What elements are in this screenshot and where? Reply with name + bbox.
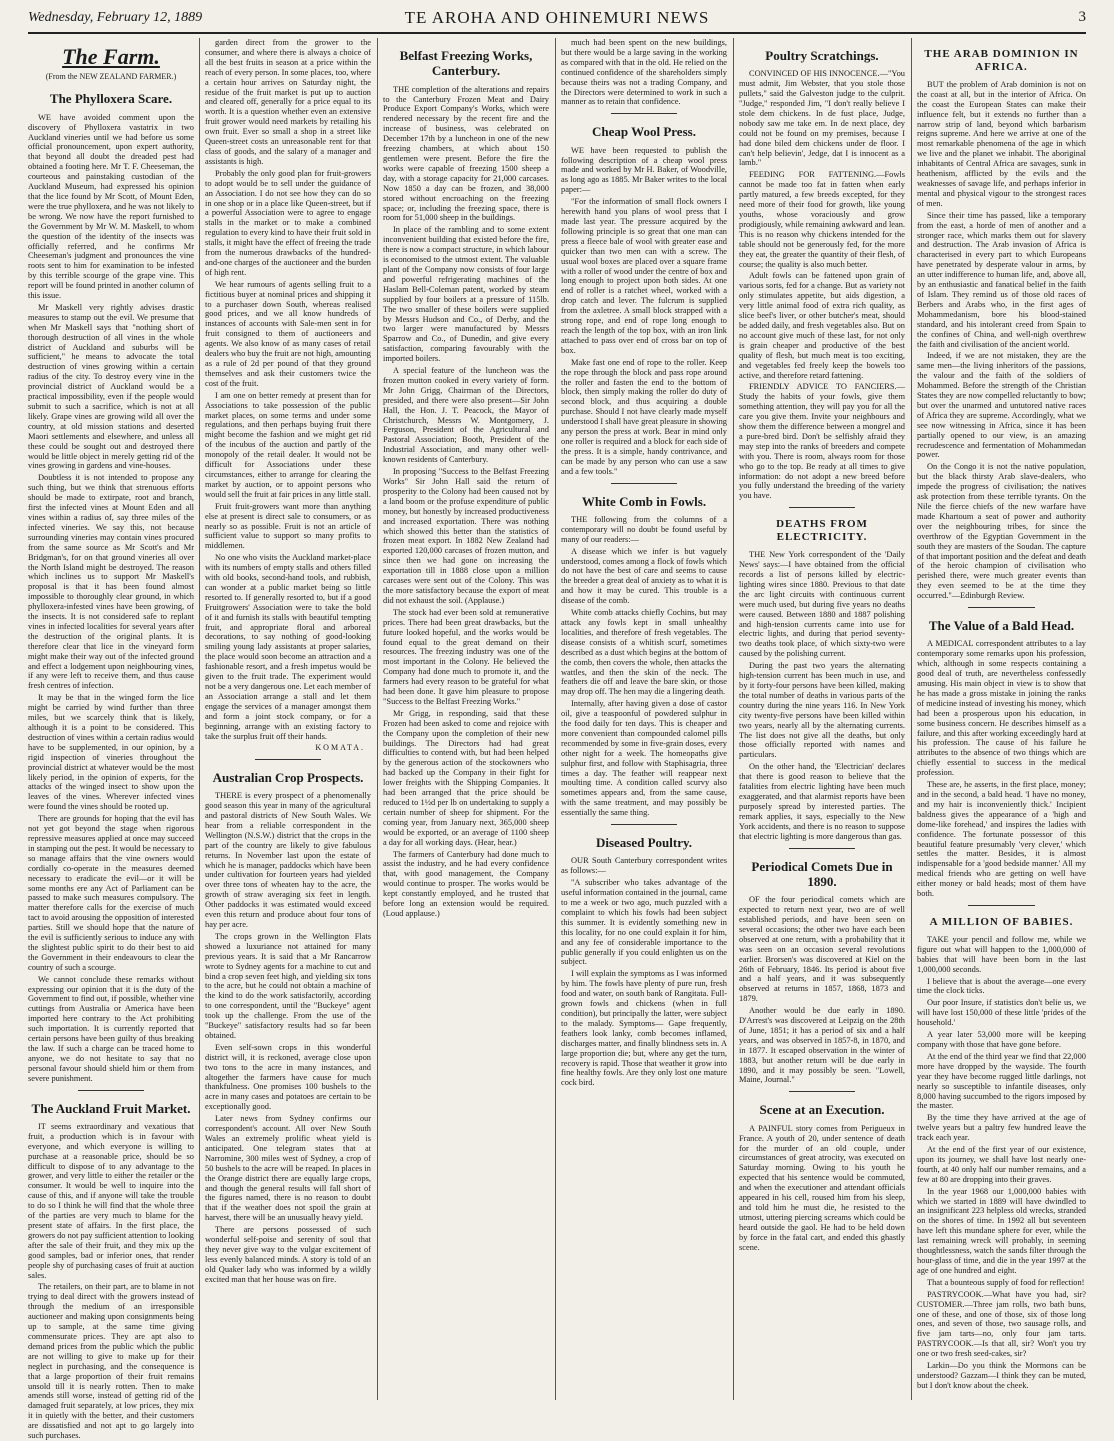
paragraph: The crops grown in the Wellington Flats showed a luxuriance not attained for many previous years. It is said that a Mr Rancarrow wrote to Sydney agents for a machine to cut and bind a crop seven feet high, and yielding six tons to the acre, but he could not obtain a machine of the kind to do the work satisfactorily, according to one correspondent, until the "Buckeye" agent took up the challenge. From the use of the "Buckeye" satisfactory results had so far been obtained.	[205, 931, 371, 1040]
page-number: 3	[1078, 9, 1086, 25]
paragraph: At the end of the first year of our existence, upon its journey, we shall have lost nearly one-fourth, at 40 only half our number remains, and a few at 80 are dropping into their graves.	[917, 1145, 1086, 1184]
paragraph: Mr Maskell very rightly advises drastic measures to stamp out the evil. We presume that when Mr Maskell says that "nothing short of thorough destruction of all vines in the whole district of Auckland and suburbs will be sufficient," he means to advocate the total destruction of vines growing within a certain radius of the city. To destroy every vine in the provincial district of Auckland would be a practical impossibility, even if the people would submit to such a sacrifice, which is not at all likely. Grape vines are growing wild all over the country, at old mission stations and deserted Maori settlements and elsewhere, and unless all these could be sought out and destroyed there would be little object in merely getting rid of the vines growing in gardens and vine-houses.	[28, 302, 194, 471]
article-title: A MILLION OF BABIES.	[929, 915, 1074, 928]
article-title: Belfast Freezing Works, Canterbury.	[399, 48, 533, 79]
paragraph: We cannot conclude these remarks without expressing our opinion that it is the duty of the Government to find out, if possible, whether vine cuttings from Australia or America have been imported here contrary to the Act prohibiting such importation. It is currently reported that certain persons have been guilty of thus breaking the law. If such a charge can be traced home to anyone, we do not hesitate to say that no personal favour should shield him or them from severe punishment.	[28, 974, 194, 1083]
paragraph: A year later 53,000 more will be keeping company with those that have gone before.	[917, 1030, 1086, 1049]
paragraph: During the past two years the alternating high-tension current has been much in use, and by it forty-four persons have been killed, making the total number of deaths in various parts of the country during the nine years 116. In New York city twenty-five persons have been killed within two years, nearly all by the alternating currents. The list does not give all the deaths, but only those officially reported with names and particulars.	[739, 661, 905, 760]
paragraph: In place of the rambling and to some extent inconvenient building that existed before the fire, there is now a compact structure, in which labour is economised to the utmost extent. The valuable plant of the Company now consists of four large and powerful refrigerating machines of the Haslam Bell-Coleman patent, worked by steam supplied by four boilers at a pressure of 115lb. The two smaller of these boilers were supplied by Messrs Hudson and Co., of Derby, and the two larger were manufactured by Messrs Sparrow and Co., of Dunedin, and give every satisfaction, comparing favourably with the imported boilers.	[383, 225, 549, 364]
paragraph: The retailers, on their part, are to blame in not trying to deal direct with the growers instead of through the medium of an irresponsible auctioneer and making upon consignments being up to sample, at the same time giving commensurate prices. They are apt also to demand prices from the public which the public are not willing to give to make up for their neglect in purchasing, and the consequence is that a large proportion of their fruit remains unsold till it is nearly rotten. Then to make amends still worse, instead of getting rid of the damaged fruit separately, at low prices, they mix it in quietly with the better, and their customers are dissatisfied and not apt to go largely into such purchases.	[28, 1282, 194, 1441]
divider	[611, 113, 677, 114]
paragraph: OUR South Canterbury correspondent writes as follows:—	[561, 856, 727, 876]
article-title: The Phylloxera Scare.	[49, 91, 173, 107]
paragraph: WE have avoided comment upon the discovery of Phylloxera vastatrix in two Auckland vineries until we had before us some official pronouncement, upon expert authority, that beyond all doubt the dreaded pest had obtained a footing here. Mr T. F. Cheeseman, the courteous and painstaking custodian of the Auckland Museum, had expressed his opinion that the lice found by Mr Scott, of Mount Eden, were the true phylloxera, and he was not likely to be wrong. We now have the report furnished to the Government by Mr W. M. Maskell, to whom the question of the identity of the insects was officially referred, and he confirms Mr Cheeseman's judgment and pronounces the vine roots sent to him for examination to be infested by this terrible scourge of the grape vine. This report will be found printed in another column of this issue.	[28, 112, 194, 301]
paragraph: Even self-sown crops in this wonderful district will, it is reckoned, average close upon two tons to the acre in many instances, and altogether the farmers have cause for much thankfulness. One promises 100 bushels to the acre in many cases and potatoes are certain to be exceptionally good.	[205, 1042, 371, 1112]
paragraph: THE following from the columns of a contemporary will no doubt be found useful by many of our readers:—	[561, 514, 727, 544]
article-title: Poultry Scratchings.	[765, 48, 879, 63]
paragraph: garden direct from the grower to the consumer, and where there is always a choice of all the best fruits in season at a price within the reach of every person. In some places, too, where a certain hour arrives on Saturday night, the residue of the fruit market is put up to auction and cleared off, generally for a price equal to its worth. It is a question whether even an extensive fruit grower would need markets by retailing his own fruit. Ever so small a shop in a street like Queen-street costs an unreasonable rent for that class of goods, and the salary of a manager and assistants is high.	[205, 38, 371, 166]
paragraph: Fruit fruit-growers want more than anything else at present is direct sale to consumers, or as nearly so as possible. Fruit is not an article of sufficient value to support so many profits to middlemen.	[205, 501, 371, 551]
divider	[968, 607, 1036, 608]
paragraph: I believe that is about the average—one every time the clock ticks.	[917, 976, 1086, 996]
column-1	[28, 38, 194, 1441]
paragraph: FEEDING FOR FATTENING.—Fowls cannot be made too fat in fatten when early partly matured, a few breeds excepted, for they need more of their food for growth, like young youths, whose voraciously and grow prodigiously, while remaining awkward and lean. This is no reason why chickens intended for the table should not be generously fed, for the more they eat, the greater the quantity of their flesh, of course; the quality is also much better.	[739, 170, 905, 269]
paragraph: No one who visits the Auckland market-place with its numbers of empty stalls and others filled with old books, second-hand tools, and rubbish, can wonder at a public market being so little resorted to. If generally resorted to, but if a good Fruitgrowers' Association were to take the bold of it and furnish its stalls with beautiful tempting fruit, and appropriate floral and arboreal decorations, to say nothing of good-looking smiling young lady assistants at proper salaries, the place would soon become an attraction and a fashionable resort, and a fresh impetus would be given to the fruit trade. The experiment would not be a very dangerous one. Let each member of an Association arrange a stall and let them engage the services of a manager amongst them and form a joint stock company, or for a beginning, arrange with an existing factory to take the surplus fruit off their hands.	[205, 553, 371, 741]
paragraph: Since their time has passed, like a temporary from the east, a horde of men of another and a stronger race, which marks them out for slavery and destruction. The Arab invasion of Africa is characterised in every part to which Europeans have penetrated by desperate valour in arms, by an utter indifference to human life, and, above all, by an enthusiastic and fanatical belief in the faith of Islam. They remind us of those old races of Berbers and Arabs who, in the first ages of Mohammedanism, bore his blood-stained standard, and his intolerant creed from Spain to the confines of China, and well-nigh overthrew the faith and civilisation of the ancient world.	[917, 210, 1086, 349]
paragraph: IT seems extraordinary and vexatious that fruit, a production which is in favour with everyone, and which everyone is willing to purchase at a reasonable price, should be so difficult to dispose of to any advantage to the grower, and very little to either the retailer or the consumer. It would be well to inquire into the cause of this, and if anyone will take the trouble to do so I think he will find that the whole three of the parties are very much to blame for the present state of affairs. In the first place, the growers do not pay sufficient attention to looking after the sale of their fruit, and they mix up the good samples, bad or inferior ones, that render people shy of purchasing cases of fruit at auction sales.	[28, 1121, 194, 1280]
section-title: The Farm.	[62, 44, 160, 69]
article-title: Periodical Comets Due in 1890.	[751, 858, 893, 889]
paragraph: I will explain the symptoms as I was informed by him. The fowls have plenty of pure run, fresh food and water, on south bank of Rangitata. Full-grown fowls and chickens (when in full condition), but principally the latter, were subject to the malady. Symptoms— Gape frequently, feathers look lanky, comb becomes inflamed, discharges matter, and finally blindness sets in. A large proportion die; but, where any get the turn, recovery is rapid. Those that weather it grow into fine healthy fowls. Are they only lost one mature cock bird.	[561, 969, 727, 1088]
column-rule	[199, 38, 200, 1400]
paragraph: At the end of the third year we find that 22,000 more have dropped by the wayside. The fourth year they have become rugged little darlings, not nearly so susceptible to infantile diseases, only 8,000 having succumbed to the rigors imposed by the master.	[917, 1051, 1086, 1111]
article-title: DEATHS FROM ELECTRICITY.	[776, 518, 868, 544]
paragraph: By the time they have arrived at the age of twelve years but a paltry few hundred leave the track each year.	[917, 1113, 1086, 1143]
column-5	[739, 38, 905, 1400]
paragraph: "For the information of small flock owners I herewith hand you plans of wool press that I made last year. The pressure acquired by the following principle is so great that one man can press a fleece bale of wool with greater ease and quicker than two men can with a screw. The usual wool boxes are placed over a square frame with a roller of wood under the centre of box and long enough to project upon both sides. At one end of roller is a ratchet wheel, worked with a drop catch and lever. The fulcrum is supplied from the axletree. A small block strapped with a strong rope, and end of rope long enough to reach the length of the top box, with an iron link attached to pass over end of cross bar on top of box.	[561, 197, 727, 355]
article-title: Diseased Poultry.	[595, 835, 693, 851]
column-rule	[555, 38, 556, 1400]
article-title: THE ARAB DOMINION IN AFRICA.	[924, 48, 1079, 73]
paragraph: There are persons possessed of such wonderful self-poise and serenity of soul that they never give way to the vulgar excitement of less evenly balanced minds. A story is told of an old Quaker lady who was informed by a wildly excited man that her house was on fire.	[205, 1225, 371, 1284]
paragraph: THE completion of the alterations and repairs to the Canterbury Frozen Meat and Dairy Produce Export Company's Works, which were rendered necessary by the recent fire and the increase of business, was celebrated on December 17th by a luncheon in one of the new freezing chambers, at which about 150 gentlemen were present. Before the fire the works were capable of freezing 1500 sheep a day, with a storage capacity for 21,000 carcases. Now 1850 a day can be frozen, and 38,000 stored without encroaching on the freezing space; or, including the freezing space, there is room for 51,000 sheep in the buildings.	[383, 84, 549, 223]
paragraph: Adult fowls can be fattened upon grain of various sorts, fed for a change. But as variety not only stimulates appetite, but aids digestion, a very little animal food of extra rich quality, as slice beef's liver, or other butcher's meat, should be added daily, and fresh vegetables also. But on no account give much of these last, for not only is grain cheaper and productive of the best quality of flesh, but much meat is too exciting, and vegetables fed freely keep the bowels too active, and therefore retard fattening.	[739, 271, 905, 380]
divider	[611, 483, 677, 484]
paragraph: A PAINFUL story comes from Perigueux in France. A youth of 20, under sentence of death for the murder of an old couple, under circumstances of great atrocity, was executed on Saturday morning. Owing to his youth he expected that his sentence would be commuted, and when the executioner and attendant officials appeared in his cell, roused him from his sleep, and told him he must die, he resisted to the utmost, uttering piercing screams which could be heard outside the gaol. He had to be held down by force in the fatal cart, and ended this ghastly scene.	[739, 1123, 905, 1252]
paragraph: CONVINCED OF HIS INNOCENCE.—"You must admit, Jim Webster, that you stole those pullets," said the Galveston judge to the culprit. "Judge," responded Jim, "I don't really believe I stole dem chickens. In de fust place, Judge, nobody saw me take em. In de next place, dey could not be found on my premises, because I had done biled dem chickens under de floor. I can't help believin', Jedge, dat I is innocent as a lamb."	[739, 69, 905, 168]
paragraph: THERE is every prospect of a phenomenally good season this year in many of the agricultural and pastoral districts of New South Wales. We hear from a reliable correspondent in the Wellington (N.S.W.) district that the crops in the part of the country are likely to give fabulous returns. In November last upon the estate of which he is manager, paddocks which have been under cultivation for fourteen years had yielded over three tons of wheaten hay to the acre, the growth of straw averaging six feet in length. Other paddocks it was estimated would exceed even this return and produce about four tons of hay per acre.	[205, 791, 371, 929]
column-rule	[911, 38, 912, 1400]
paragraph: "A subscriber who takes advantage of the useful information contained in the journal, came to me a week or two ago, much puzzled with a complaint to which his fowls had been subject this summer. It is evidently something new in this locality, for no one could explain it for him, and any fee of considerable importance to the public generally if you could enlighten us on the subject.	[561, 878, 727, 967]
paragraph: Larkin—Do you think the Mormons can be understood? Gazzam—I think they can be muted, but I don't know about the cheek.	[917, 1361, 1086, 1390]
paragraph: Another would be due early in 1890. D'Arrest's was discovered at Leipzig on the 28th of June, 1851; it has a period of six and a half years, and was observed in 1857-8, in 1870, and in 1877. It escaped observation in the winter of 1883, but another return will be due early in 1890, and it may possibly be seen. "Lowell, Maine, Journal."	[739, 1006, 905, 1085]
column-rule	[377, 38, 378, 1400]
paragraph: That a bounteous supply of food for reflection!	[927, 1277, 1085, 1287]
paragraph: On the Congo it is not the native population, but the black thirsty Arab slave-dealers, who impede the progress of civilisation; the natives ask protection from these terrible tyrants. On the Nile the fierce chiefs of the new warfare have made Khartoum a seat of power and authority over the neighbouring tribes, for since the overthrow of the Egyptian Government in the south they are masters of the Soudan. The capture of that important position and the defeat and death of the heroic champion of civilisation who perished there, were much greater events than they even seemed to be at the time they occurred."—Edinburgh Review.	[917, 462, 1086, 601]
article-title: White Comb in Fowls.	[581, 493, 707, 509]
column-rule	[733, 38, 734, 1400]
article-title: Australian Crop Prospects.	[212, 769, 364, 785]
paragraph: These are, he asserts, in the first place, money; and in the second, a bald head. 'I have no money, and my hair is inconveniently thick.' Incipient baldness gives the appearance of a 'high and dome-like forehead,' and inspires the ladies with confidence. The fortunate possessor of this beautiful feature presumably 'very clever,' which settles the matter. Besides, it is almost indispensable for a 'good bedside manner.' All my medical friends who are getting on well have either money or bald heads; most of them have both.	[917, 780, 1086, 899]
column-4	[561, 38, 727, 1400]
section-source: (From the NEW ZEALAND FARMER.)	[45, 71, 177, 81]
paragraph: Probably the only good plan for fruit-growers to adopt would be to sell under the guidance of an Association. I do not see how they can do so in one shop or in a place like Queen-street, but if a powerful Association were to agree to engage stalls in the market or to make a combined regulation to every kind to have their fruit sold in stalls, it might have the effect of freeing the trade from the numerous drawbacks of the hundred-and-one charges of the auctioneer and the burden of high rent.	[205, 168, 371, 277]
paragraph: Make fast one end of rope to the roller. Keep the rope through the block and pass rope around the roller and fasten the end to the bottom of block, then simply making the roller do duty of second block, and thus acquiring a double purchase. Should I not have clearly made myself understood I shall have great pleasure in showing any person the press at work. Bear in mind only one roller is required and a block for each side of the press. It is a simple, handy contrivance, and can be made by any person who can use a saw and a few tools."	[561, 357, 727, 476]
paragraph: TAKE your pencil and follow me, while we figure out what will happen to the 1,000,000 of babies that will have been born in the last 1,000,000 seconds.	[917, 934, 1086, 974]
paragraph: Mr Grigg, in responding, said that these Frozen had been asked to come and rejoice with the Company upon the completion of their new buildings. The Directors had had great difficulties to contend with, but had been helped by the generous action of the stockowners who had backed up the Company in their fight for lower freights with the Shipping Companies. It had been arranged that the price should be reduced to 1½d per lb on undertaking to supply a certain number of sheep for shipment. For the coming year, from January next, 365,000 sheep would be exported, or an average of 1100 sheep a day for all working days. (Hear, hear.)	[383, 708, 549, 847]
paragraph: WE have been requested to publish the following description of a cheap wool press made and worked by Mr H. Baker, of Woodville, as long ago as 1885. Mr Baker writes to the local paper:—	[561, 145, 727, 195]
divider	[255, 759, 321, 760]
paragraph: BUT the problem of Arab dominion is not on the coast at all, but in the interior of Africa. On the coast the European States can make their influence felt, but it extends no further than a narrow strip of land, beyond which barbarism reigns supreme. And here we arrive at one of the most remarkable phenomena of the age in which we live and the planet we inhabit. The aboriginal inhabitants of Central Africa are savages, sunk in heathenism, afflicted by the evils and the weaknesses of savage life, and perhaps inferior in mental and physical vigour to the strongest races of men.	[917, 79, 1086, 208]
article-title: The Auckland Fruit Market.	[31, 1100, 191, 1116]
paragraph: I am one on better remedy at present than for Associations to take possession of the public market places, on some terms and under some regulations, and then perhaps buying fruit there might become the fashion and we might get rid of the incubus of the auction and partly of the monopoly of the retail dealer. It would not be difficult for Associations under these circumstances, either to arrange for clearing the market by auction, or to appoint persons who would sell the fruit at fair prices in any little stall.	[205, 390, 371, 499]
paragraph: FRIENDLY ADVICE TO FANCIERS.—Study the habits of your fowls, give them something attention, they will pay you for all the care you give them. Invite your neighbours and show them the difference between a mongrel and a pure-bred bird. Don't be selfishly afraid they may step into the ranks of breeders and compete with you. There is room, always room for those who go to the top. Be ready at all times to give information: do not adopt a new breed before you fully understand the breeding of the variety you have.	[739, 382, 905, 501]
paragraph: A disease which we infer is but vaguely understood, comes among a flock of fowls which do not have the best of care and seems to cause the breeder a great deal of anxiety as to what it is and how it may be cured. This trouble is a disease of the comb.	[561, 546, 727, 606]
paragraph: A special feature of the luncheon was the frozen mutton cooked in every variety of form. Mr John Grigg, Chairman of the Directors, presided, and there were also present—Sir John Hall, the Hon. J. T. Peacock, the Mayor of Christchurch, Messrs W. Montgomery, J. Ferguson, President of the Agricultural and Pastoral Association; Booth, President of the Industrial Association, and many other well-known residents of Canterbury.	[383, 366, 549, 465]
paragraph: In the year 1968 our 1,000,000 babies with which we started in 1889 will have dwindled to an insignificant 223 helpless old wrecks, stranded on the shores of time. In 1992 all but seventeen have left this mundane sphere for ever, while the last remaining wreck will probably, in seeming thoughtlessness, watch the sands filter through the hour-glass of time, and die in the year 1997 at the age of one hundred and eight.	[917, 1186, 1086, 1275]
paragraph: On the other hand, the 'Electrician' declares that there is good reason to believe that the fatalities from electric lighting have been much exaggerated, and that alarmist reports have been purposely spread by interested parties. The remark applies, it says, especially to the New York accidents, and there is no reason to suppose that electric lighting is more dangerous than gas.	[739, 762, 905, 841]
masthead	[28, 6, 1086, 34]
paragraph: A MEDICAL correspondent attributes to a lay contemporary some remarks upon his profession, which, although in some respects containing a good deal of truth, are nevertheless confessedly amusing. His main object in view is to show that he has made a gross mistake in joining the ranks of medicine instead of investing his money, which had been a prosperous upon his education, in some business concern. He describes himself as a failure, and this after working exceedingly hard at his profession. The cause of his failure he attributes to the absence of two things which are chiefly essential to success in the medical profession.	[917, 639, 1086, 778]
paragraph: In proposing "Success to the Belfast Freezing Works" Sir John Hall said the return of prosperity to the Colony had been caused not by a land boom or the profuse expenditure of public money, but honestly by increased productiveness and increased exportation. There was nothing which showed this better than the statistics of frozen meat export. In 1882 New Zealand had exported 120,000 carcases of frozen mutton, and since then we had gone on increasing the exportation till in 1888 close upon a million carcases were sent out of the Colony. This was the more satisfactory because the export of meat did not exhaust the soil. (Applause.)	[383, 467, 549, 605]
paragraph: THE New York correspondent of the 'Daily News' says:—I have obtained from the official records a list of persons killed by electric-lighting wires since 1880. Previous to that date the arc light circuits with continuous current were much used, but during five years no deaths were caused. Between 1880 and 1887 polishing and high-tension currents came into use for electric lights, and during that period seventy-two deaths took place, of which sixty-two were caused by the polishing current.	[739, 550, 905, 659]
article-title: The Value of a Bald Head.	[928, 618, 1075, 634]
column-6	[917, 38, 1086, 1400]
paragraph: much had been spent on the new buildings, but there would be a large saving in the working as compared with that in the old. He relied on the continued confidence of the shareholders simply because theirs was not a trading Company, and the Directors were determined to work in such a manner as to retain that confidence.	[561, 38, 727, 107]
paragraph: The stock had ever been sold at remunerative prices. There had been great drawbacks, but the future looked hopeful, and the works would be found equal to the great demand on their resources. The freezing industry was one of the most important in the Colony. He believed the Company had done much to promote it, and the farmers had every reason to be grateful for what had been done. It gave him pleasure to propose "Success to the Belfast Freezing Works."	[383, 607, 549, 706]
paragraph: White comb attacks chiefly Cochins, but may attack any fowls kept in small unhealthy localities, and therefore of fresh vegetables. The disease consists of a whitish scurf, sometimes described as a dust which begins at the bottom of the comb, then covers the whole, then attacks the wattles, and then the skin of the neck. The feathers die off and leave the bare skin, or those may drop off. The hen may die a lingering death.	[561, 608, 727, 697]
divider	[789, 1091, 855, 1092]
issue-date: Wednesday, February 12, 1889	[28, 10, 203, 25]
paragraph: Internally, after having given a dose of castor oil, give a teaspoonful of powdered sulphur in the food daily for ten days. This is cheaper and more convenient than compounded calomel pills recommended by some in five-grain doses, every other night for a week. The homeopaths give sulphur first, and follow with Staphisagria, three times a day. The feather will reappear next moulting time. A condition called scurvy also sometimes appears and, from the same cause, with the same treatment, and may possibly be essentially the same thing.	[561, 699, 727, 818]
paragraph: Our poor Insure, if statistics don't belie us, we will have lost 150,000 of these little 'prides of the household.'	[917, 998, 1086, 1028]
paragraph: Doubtless it is not intended to propose any such thing, but we think that strenuous efforts should be made to extirpate, root and branch, first the infected vines at Mount Eden and all vines within a radius of, say three miles of the infected vineries. We say this, not because surrounding vineries may contain vines procured from the same source as Mr Scott's and Mr Bridgman's, for on that ground vineries all over the North Island might be destroyed. The reason which inclines us to support Mr Maskell's proposal is that it has been found almost impossible to thoroughly clear ground, in which phylloxera-infested vines have been growing, of the insects. It is not considered safe to replant vines in infected localities for several years after the destruction of the original plants. It is therefore clear that lice in the vineyard form might make their way out of the infected ground and effect a lodgement upon neighbouring vines, if any were left to receive them, and thus cause fresh centres of infection.	[28, 473, 194, 691]
column-3	[383, 38, 549, 1400]
signature: KOMATA.	[315, 743, 365, 753]
divider	[789, 507, 855, 508]
paragraph: Indeed, if we are not mistaken, they are the same men—the living inheritors of the passions, the valour and the faith of the soldiers of Mohammed. Before the strength of the Christian States they are now compelled reluctantly to bow; but over the unarmed and untutored native races of Africa they are supreme. Accordingly, what we see now witnessing in Africa, since it has been partially opened to our view, is an amazing recrudescence and fermentation of Mohammedan power.	[917, 351, 1086, 460]
article-title: Cheap Wool Press.	[592, 124, 696, 140]
divider	[789, 848, 855, 849]
paragraph: There are grounds for hoping that the evil has not yet got beyond the stage when rigorous repressive measures applied at once may succeed in stamping out the pest. It would be necessary to so manage affairs that the vine owners would cordially co-operate in the measures deemed necessary to eradicate the evil—or it will be some months ere any Act of Parliament can be passed to make such measures compulsory. The matter therefore calls for the exercise of much tact to avoid arousing the opposition of interested parties. Still we should hope that the nature of the evil is sufficiently serious to induce any with the slightest public spirit to do their best to aid the Government in their endeavours to clear the country of such a scourge.	[28, 814, 194, 972]
paragraph: It may be that in the winged form the lice might be carried by wind further than three miles, but we scarcely think that is likely, although it is a point to be considered. This destruction of vines within a certain radius would have to be supplemented, in our opinion, by a rigid inspection of vineries throughout the provincial district at whatever would be the most likely period, in the opinion of experts, for the attacks of the winged insect to show upon the leaves of the vines. Wherever infected vines were found the vines should be rooted up.	[28, 693, 194, 812]
column-2	[205, 38, 371, 1400]
paragraph: We hear rumours of agents selling fruit to a fictitious buyer at nominal prices and shipping it to a purchaser down South, whereas realised good prices, and we all know hundreds of instances of accounts with Sale-men sent in for fruit consigned to them of auctioneers and agents. We also know of as many cases of retail dealers who buy the fruit are not high, amounting as a rule of 2d per pound of that they ground themselves and ask their customers twice the cost of the fruit.	[205, 279, 371, 388]
article-title: Scene at an Execution.	[759, 1102, 885, 1118]
divider	[611, 824, 677, 825]
paragraph: OF the four periodical comets which are expected to return next year, two are of well established periods, and have been seen on several occasions; the other two have each been observed at one return, with a probability that it was seen on an occasion several revolutions earlier. Brorsen's was discovered at Kiel on the 26th of February, 1846. Its period is about five and a half years, and it was subsequently observed at returns in 1857, 1868, 1873 and 1879.	[739, 895, 905, 1004]
paragraph: Later news from Sydney confirms our correspondent's account. All over New South Wales an extremely prolific wheat yield is anticipated. One telegram states that at Narromine, 300 miles west of Sydney, a crop of 50 bushels to the acre will be reaped. In places in the Orange district there are equally large crops, and though the general results will fall short of the figures named, there is no reason to doubt that if the weather does not spoil the grain at harvest, there will be an unusually heavy yield.	[205, 1114, 371, 1223]
divider	[78, 1090, 144, 1091]
paragraph: The farmers of Canterbury had done much to assist the industry, and he had every confidence that, with good management, the Company would continue to prosper. The works would be kept constantly employed, and he trusted that before long an extension would be required. (Loud applause.)	[383, 849, 549, 918]
paragraph: PASTRYCOOK.—What have you had, sir? CUSTOMER.—Three jam rolls, two bath buns, one of these, and one of those, six of those long ones, and seven of those, two sausage rolls, and five jam tarts—no, only four jam tarts. PASTRYCOOK.—Is that all, sir? Won't you try one or two fresh seed-cakes, sir?	[917, 1289, 1086, 1359]
divider	[968, 905, 1036, 906]
newspaper-title: TE AROHA AND OHINEMURI NEWS	[404, 8, 710, 27]
